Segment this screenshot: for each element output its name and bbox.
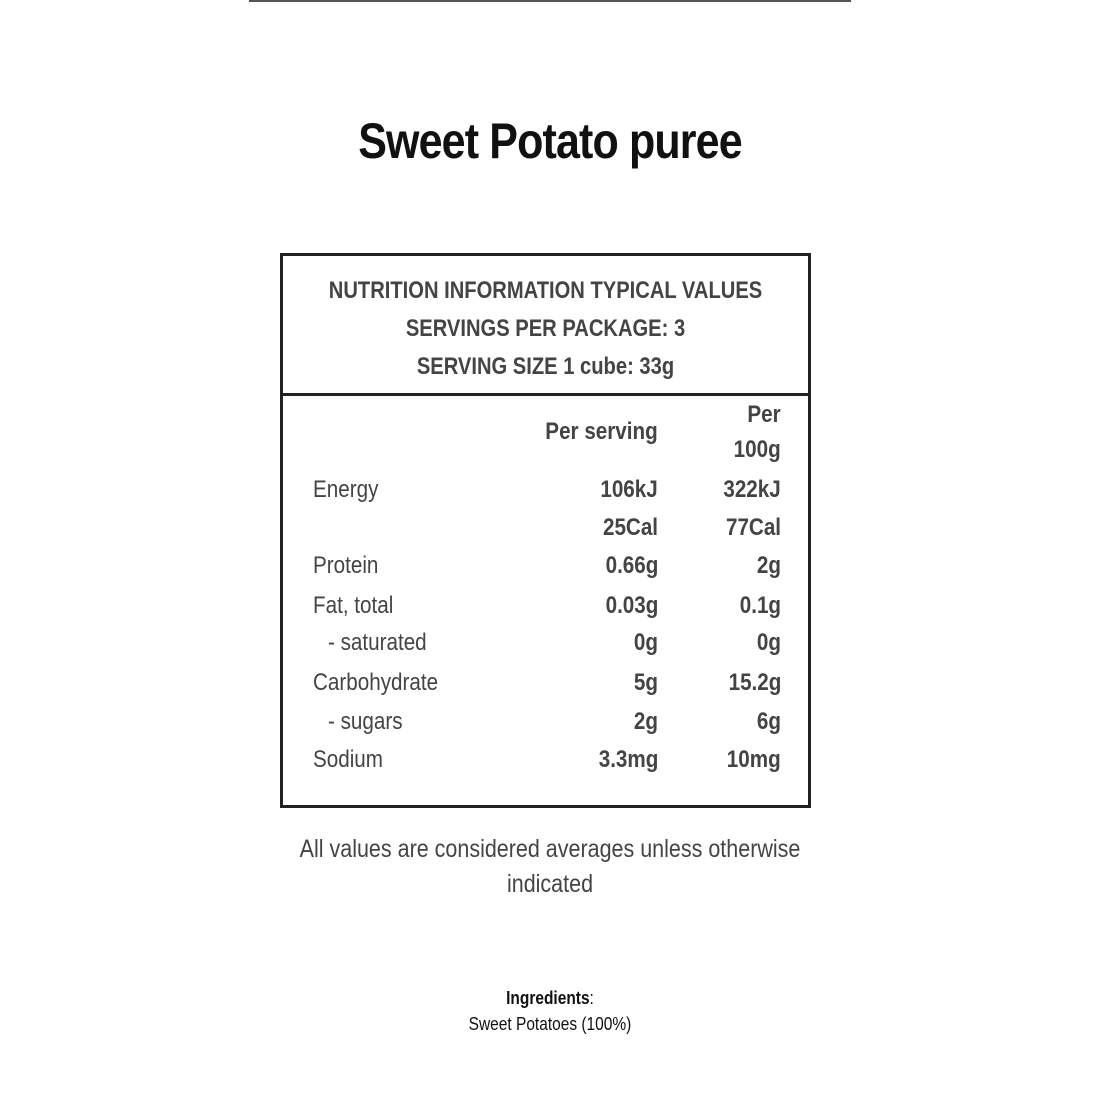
nutrient-row-saturated (283, 629, 808, 665)
nutrient-row-energy-cal (283, 514, 808, 550)
product-title: Sweet Potato puree (358, 113, 742, 169)
nutrition-panel (280, 253, 811, 808)
nutrient-label: Protein (313, 552, 379, 579)
per-100g-value: 10mg (727, 746, 781, 773)
averages-note-line2: indicated (506, 870, 594, 898)
nutrient-label: - sugars (328, 708, 403, 735)
serving-size: SERVING SIZE 1 cube: 33g (416, 353, 675, 380)
per-serving-value: 3.3mg (598, 746, 658, 773)
per-100g-value: 6g (756, 708, 781, 735)
nutrient-label: Energy (313, 476, 379, 503)
per-100g-value: 77Cal (725, 514, 781, 541)
ingredients-colon: : (589, 988, 594, 1008)
nutrient-label: Sodium (313, 746, 383, 773)
per-100g-value: 15.2g (728, 669, 781, 696)
per-serving-value: 0g (633, 629, 658, 656)
nutrient-row-energy-kj (283, 476, 808, 512)
per-100g-value: 2g (756, 552, 781, 579)
per-serving-value: 2g (633, 708, 658, 735)
averages-note (291, 832, 809, 902)
top-divider (249, 0, 851, 2)
per-100g-value: 0.1g (739, 592, 781, 619)
servings-per-package: SERVINGS PER PACKAGE: 3 (405, 315, 686, 342)
nutrition-header (283, 256, 808, 396)
column-header-per-100g-line2: 100g (733, 436, 781, 463)
per-serving-value: 0.66g (605, 552, 658, 579)
per-serving-value: 0.03g (605, 592, 658, 619)
nutrient-row-carbohydrate (283, 669, 808, 705)
nutrient-row-protein (283, 552, 808, 588)
nutrient-label: Carbohydrate (313, 669, 439, 696)
column-header-per-serving: Per serving (545, 418, 658, 445)
column-header-per-100g-line1: Per (747, 401, 781, 428)
nutrient-row-sodium (283, 746, 808, 782)
nutrient-row-fat-total (283, 592, 808, 628)
per-serving-value: 106kJ (600, 476, 658, 503)
ingredients-list: Sweet Potatoes (100%) (468, 1014, 632, 1034)
nutrient-label: Fat, total (313, 592, 394, 619)
ingredients-heading (291, 988, 809, 1009)
nutrient-row-sugars (283, 708, 808, 744)
per-serving-value: 25Cal (602, 514, 658, 541)
per-100g-value: 322kJ (723, 476, 781, 503)
nutrient-label: - saturated (328, 629, 427, 656)
per-serving-value: 5g (633, 669, 658, 696)
nutrition-heading: NUTRITION INFORMATION TYPICAL VALUES (328, 277, 763, 304)
ingredients-label: Ingredients (506, 988, 590, 1008)
per-100g-value: 0g (756, 629, 781, 656)
averages-note-line1: All values are considered averages unless otherwise (299, 835, 801, 863)
